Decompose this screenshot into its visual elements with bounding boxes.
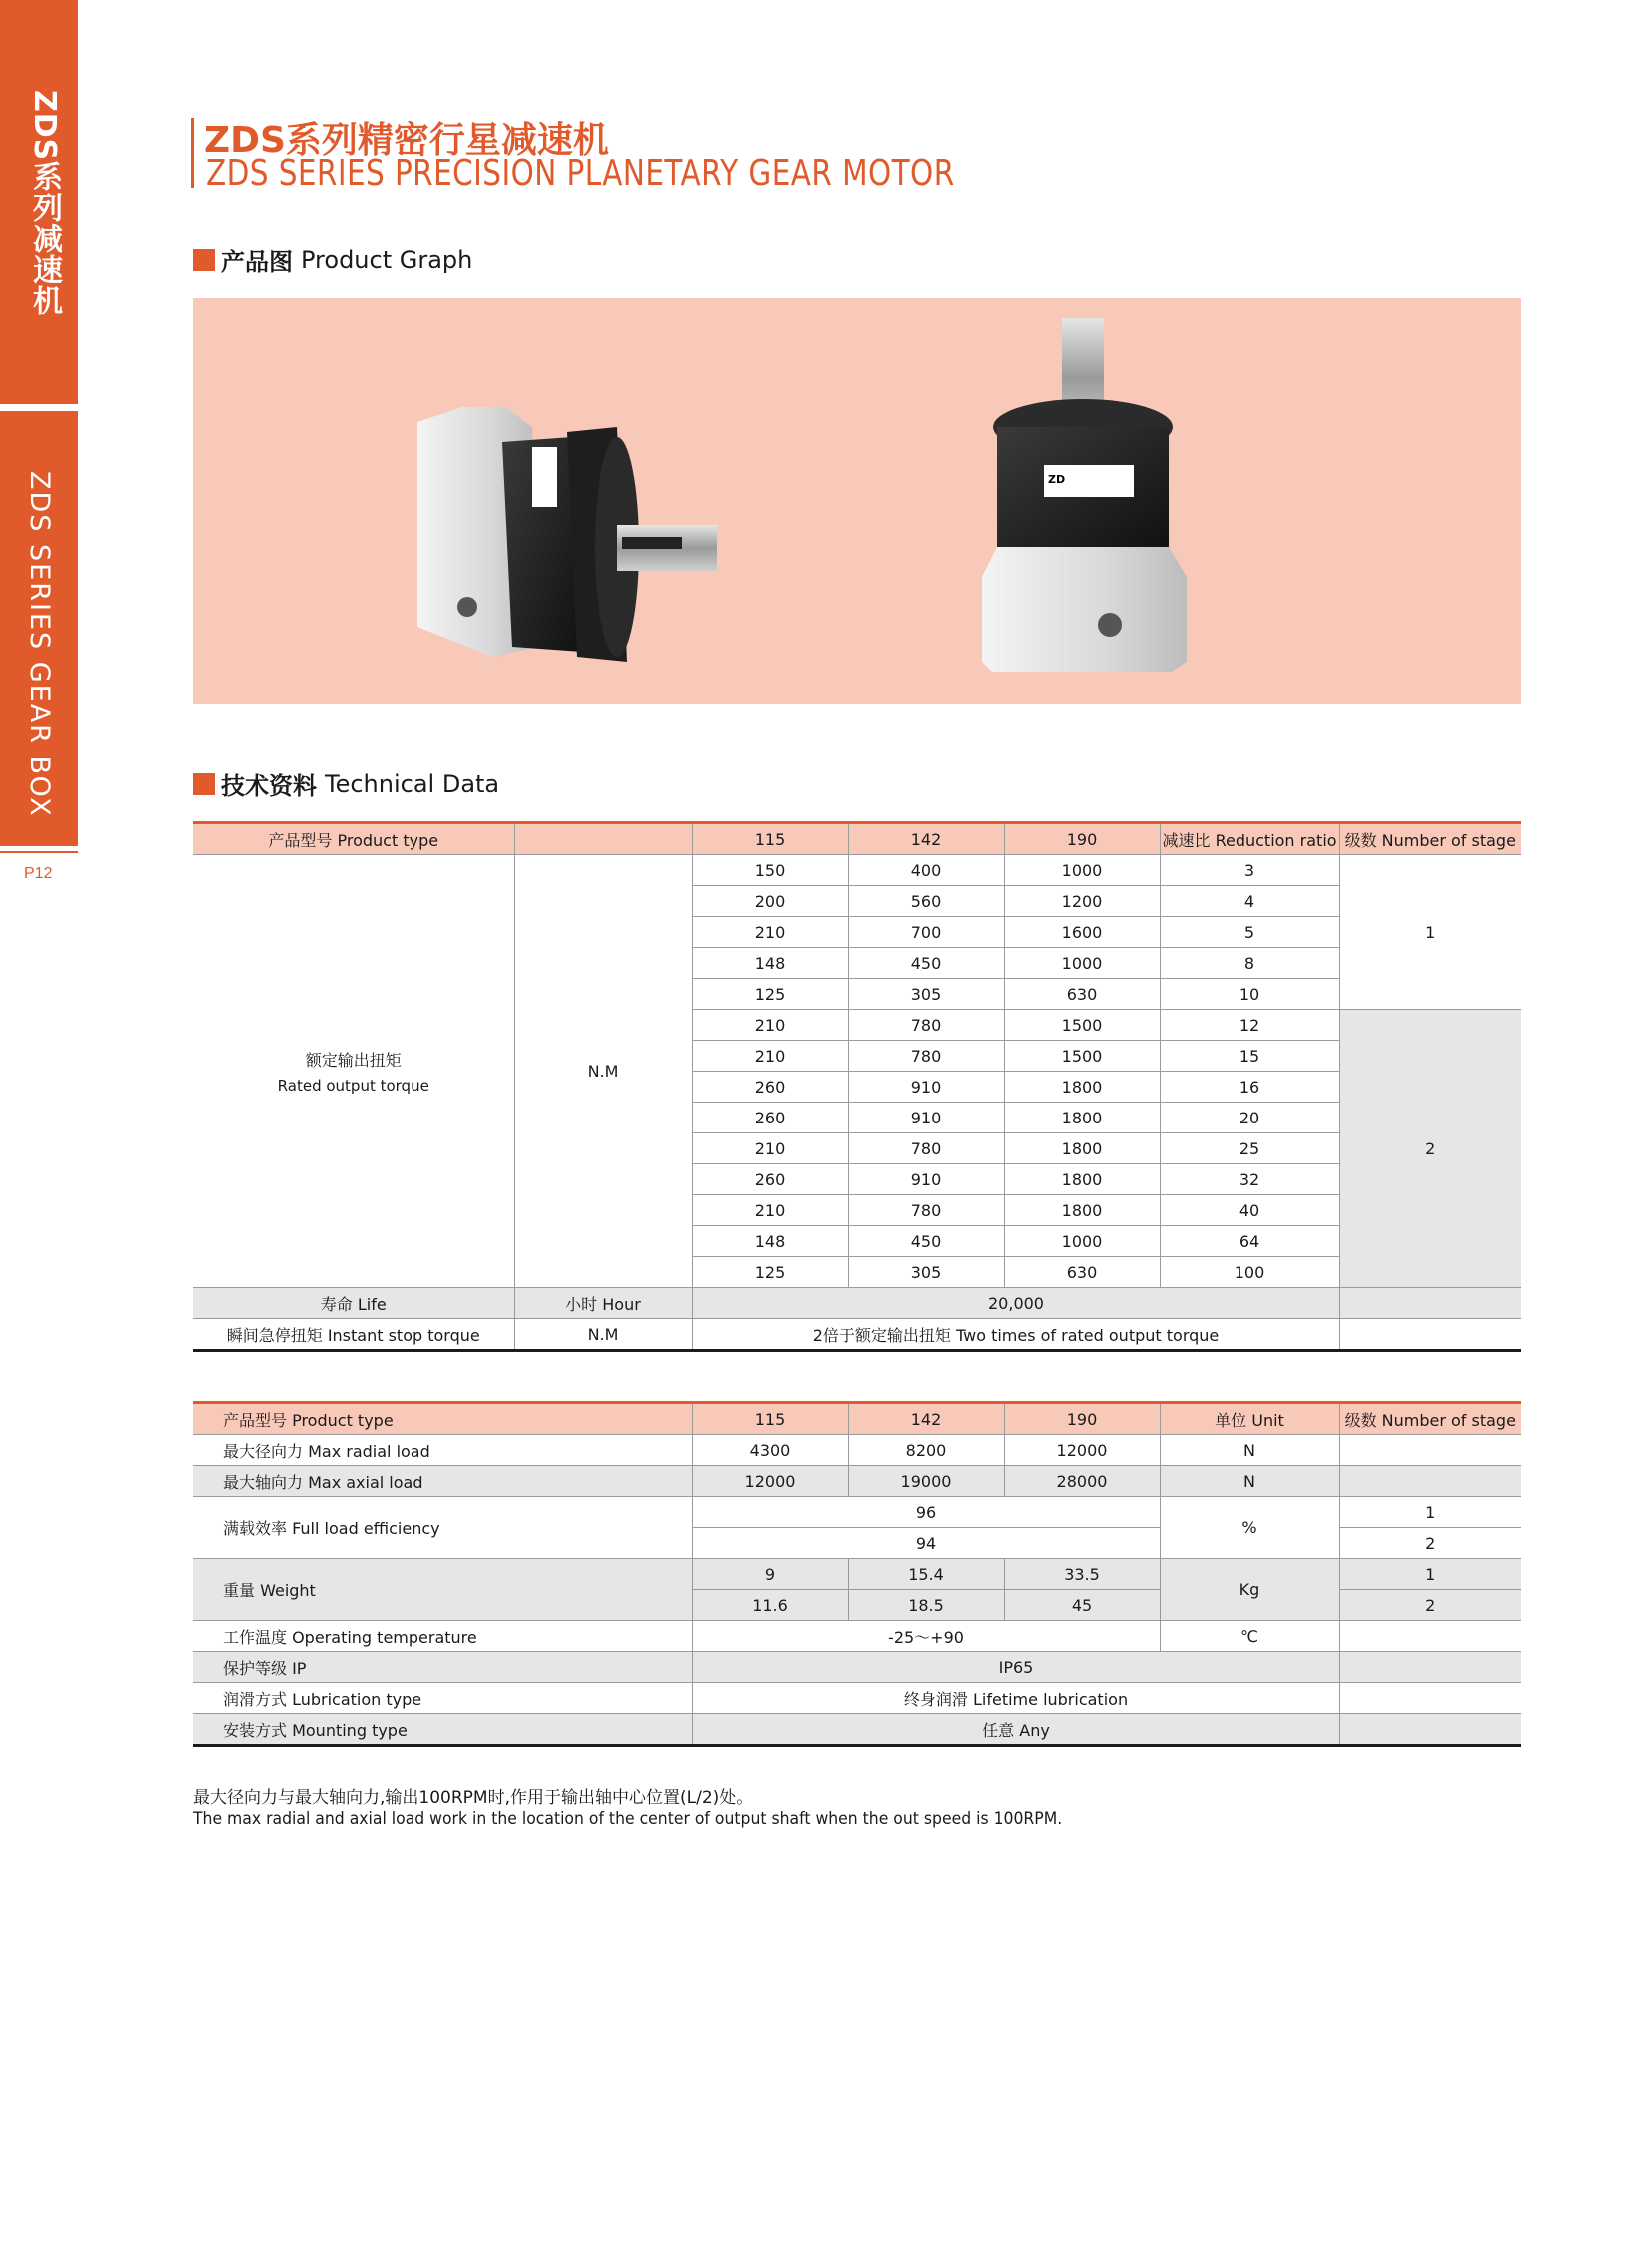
table-cell: 1800 (1004, 1103, 1160, 1133)
header-ratio: 减速比 Reduction ratio (1160, 823, 1339, 855)
table-cell: 1 (1339, 1559, 1521, 1590)
table-cell: 20 (1160, 1103, 1339, 1133)
gearbox-side-image (413, 407, 832, 667)
life-stage (1339, 1288, 1521, 1319)
table-cell: 560 (848, 886, 1004, 917)
mounting-label: 安装方式 Mounting type (193, 1714, 692, 1746)
stop-label: 瞬间急停扭矩 Instant stop torque (193, 1319, 514, 1351)
table-cell: 28000 (1004, 1466, 1160, 1497)
table-cell: 12000 (1004, 1435, 1160, 1466)
section-product-graph (193, 242, 472, 277)
table-cell: 64 (1160, 1226, 1339, 1257)
table-cell: 780 (848, 1041, 1004, 1072)
life-row (193, 1288, 1521, 1319)
table-cell: 10 (1160, 979, 1339, 1010)
table-cell: 任意 Any (692, 1714, 1339, 1746)
table-cell: 910 (848, 1103, 1004, 1133)
table-cell: % (1160, 1497, 1339, 1559)
table-cell: 1500 (1004, 1010, 1160, 1041)
table-cell: N (1160, 1435, 1339, 1466)
stop-unit: N.M (514, 1319, 692, 1351)
table-cell: 1000 (1004, 948, 1160, 979)
table-cell: 1800 (1004, 1164, 1160, 1195)
table-cell: 19000 (848, 1466, 1004, 1497)
weight-label: 重量 Weight (193, 1559, 692, 1621)
table-cell: 305 (848, 979, 1004, 1010)
lubrication-label: 润滑方式 Lubrication type (193, 1683, 692, 1714)
table-cell: 12 (1160, 1010, 1339, 1041)
table-header-row (193, 823, 1521, 855)
temperature-row (193, 1621, 1521, 1652)
table-cell: 150 (692, 855, 848, 886)
table-cell: 25 (1160, 1133, 1339, 1164)
table-cell: 260 (692, 1072, 848, 1103)
section-square-icon (193, 249, 215, 271)
temperature-label: 工作温度 Operating temperature (193, 1621, 692, 1652)
section-title-cn: 产品图 (221, 248, 293, 276)
table-cell: ℃ (1160, 1621, 1339, 1652)
page-title-cn: ZDS系列精密行星减速机 (204, 120, 609, 161)
efficiency-label: 满载效率 Full load efficiency (193, 1497, 692, 1559)
section-title-en: Product Graph (301, 245, 473, 274)
ip-row (193, 1652, 1521, 1683)
stop-torque-row (193, 1319, 1521, 1351)
table-cell: 305 (848, 1257, 1004, 1288)
table-cell: 630 (1004, 979, 1160, 1010)
life-unit: 小时 Hour (514, 1288, 692, 1319)
table-cell: 210 (692, 917, 848, 948)
axial-row (193, 1466, 1521, 1497)
side-label-en: ZDS SERIES GEAR BOX (24, 471, 55, 818)
side-divider (0, 851, 78, 853)
table-cell: 100 (1160, 1257, 1339, 1288)
table-cell: 2 (1339, 1590, 1521, 1621)
table-cell: 3 (1160, 855, 1339, 886)
stop-value: 2倍于额定输出扭矩 Two times of rated output torque (692, 1319, 1339, 1351)
table-cell: IP65 (692, 1652, 1339, 1683)
header-stage: 级数 Number of stage (1339, 823, 1521, 855)
section-technical-data (193, 766, 499, 801)
footnote-en: The max radial and axial load work in the location of the center of output shaft when the out speed is 100RPM. (193, 1809, 1063, 1829)
section-title-en: Technical Data (325, 769, 500, 798)
table-cell: 1000 (1004, 1226, 1160, 1257)
stage-2-cell: 2 (1339, 1010, 1521, 1288)
table-cell: 148 (692, 1226, 848, 1257)
table-cell: Kg (1160, 1559, 1339, 1621)
table-cell: 96 (692, 1497, 1160, 1528)
table-cell: 210 (692, 1133, 848, 1164)
header-unit: 单位 Unit (1160, 1403, 1339, 1435)
torque-label-cn: 额定输出扭矩 (305, 1051, 402, 1070)
header-142: 142 (848, 1403, 1004, 1435)
table-cell: 125 (692, 979, 848, 1010)
table-cell: 8 (1160, 948, 1339, 979)
table-cell: 910 (848, 1072, 1004, 1103)
table-cell: 11.6 (692, 1590, 848, 1621)
table-cell: 780 (848, 1133, 1004, 1164)
header-stage: 级数 Number of stage (1339, 1403, 1521, 1435)
table-cell: 5 (1160, 917, 1339, 948)
header-190: 190 (1004, 823, 1160, 855)
table-cell (1339, 1652, 1521, 1683)
table-cell: 2 (1339, 1528, 1521, 1559)
page-title-en: ZDS SERIES PRECISION PLANETARY GEAR MOTOR (206, 153, 955, 194)
table-cell: 125 (692, 1257, 848, 1288)
torque-label-cell (193, 855, 514, 1288)
product-logo-text: ZD (1048, 473, 1066, 486)
axial-label: 最大轴向力 Max axial load (193, 1466, 692, 1497)
specs-table (193, 1401, 1521, 1747)
title-accent-bar (191, 118, 194, 188)
table-cell: 40 (1160, 1195, 1339, 1226)
torque-label-en: Rated output torque (277, 1077, 429, 1095)
table-cell: 94 (692, 1528, 1160, 1559)
table-cell: 4300 (692, 1435, 848, 1466)
table-cell: 700 (848, 917, 1004, 948)
lubrication-row (193, 1683, 1521, 1714)
table-cell: 45 (1004, 1590, 1160, 1621)
table-cell: 1200 (1004, 886, 1160, 917)
table-cell: -25～+90 (692, 1621, 1160, 1652)
footnote-cn: 最大径向力与最大轴向力,输出100RPM时,作用于输出轴中心位置(L/2)处。 (193, 1788, 754, 1808)
table-cell: 780 (848, 1195, 1004, 1226)
table-cell: 1 (1339, 1497, 1521, 1528)
stage-1-cell: 1 (1339, 855, 1521, 1010)
table-cell: 1000 (1004, 855, 1160, 886)
torque-table (193, 821, 1521, 1352)
table-cell: 210 (692, 1041, 848, 1072)
table-cell: 1800 (1004, 1195, 1160, 1226)
table-cell (1339, 1621, 1521, 1652)
table-cell: 8200 (848, 1435, 1004, 1466)
table-cell: 18.5 (848, 1590, 1004, 1621)
table-cell: 15 (1160, 1041, 1339, 1072)
table-cell (1339, 1466, 1521, 1497)
efficiency-row (193, 1497, 1521, 1528)
mounting-row (193, 1714, 1521, 1746)
table-cell: N (1160, 1466, 1339, 1497)
table-cell: 1800 (1004, 1133, 1160, 1164)
side-label-cn: ZDS系列减速机 (27, 90, 62, 317)
table-cell: 15.4 (848, 1559, 1004, 1590)
table-cell: 4 (1160, 886, 1339, 917)
radial-row (193, 1435, 1521, 1466)
page-number: P12 (24, 865, 53, 882)
table-cell (1339, 1714, 1521, 1746)
table-row (193, 855, 1521, 886)
weight-row (193, 1559, 1521, 1590)
table-cell: 33.5 (1004, 1559, 1160, 1590)
table-cell: 260 (692, 1164, 848, 1195)
table-cell: 400 (848, 855, 1004, 886)
stop-stage (1339, 1319, 1521, 1351)
header-115: 115 (692, 1403, 848, 1435)
life-label: 寿命 Life (193, 1288, 514, 1319)
table-cell: 450 (848, 1226, 1004, 1257)
table-header-row (193, 1403, 1521, 1435)
radial-label: 最大径向力 Max radial load (193, 1435, 692, 1466)
table-cell: 210 (692, 1195, 848, 1226)
section-square-icon (193, 773, 215, 795)
table-cell: 450 (848, 948, 1004, 979)
header-product-type: 产品型号 Product type (193, 1403, 692, 1435)
torque-unit: N.M (514, 855, 692, 1288)
side-tab-bottom (0, 411, 78, 846)
table-cell: 终身润滑 Lifetime lubrication (692, 1683, 1339, 1714)
table-cell: 200 (692, 886, 848, 917)
table-cell: 16 (1160, 1072, 1339, 1103)
table-cell: 1500 (1004, 1041, 1160, 1072)
table-cell (1339, 1435, 1521, 1466)
table-cell: 32 (1160, 1164, 1339, 1195)
table-cell: 910 (848, 1164, 1004, 1195)
section-title-cn: 技术资料 (221, 772, 317, 800)
table-cell: 210 (692, 1010, 848, 1041)
header-115: 115 (692, 823, 848, 855)
header-142: 142 (848, 823, 1004, 855)
table-cell: 12000 (692, 1466, 848, 1497)
table-cell: 1600 (1004, 917, 1160, 948)
header-190: 190 (1004, 1403, 1160, 1435)
table-cell: 630 (1004, 1257, 1160, 1288)
ip-label: 保护等级 IP (193, 1652, 692, 1683)
side-tab-top (0, 0, 78, 404)
table-cell: 780 (848, 1010, 1004, 1041)
table-cell (1339, 1683, 1521, 1714)
header-unit (514, 823, 692, 855)
table-cell: 9 (692, 1559, 848, 1590)
table-cell: 1800 (1004, 1072, 1160, 1103)
table-cell: 148 (692, 948, 848, 979)
header-product-type: 产品型号 Product type (193, 823, 514, 855)
gearbox-front-image (982, 318, 1202, 677)
product-photo-panel (193, 298, 1521, 704)
life-value: 20,000 (692, 1288, 1339, 1319)
table-cell: 260 (692, 1103, 848, 1133)
